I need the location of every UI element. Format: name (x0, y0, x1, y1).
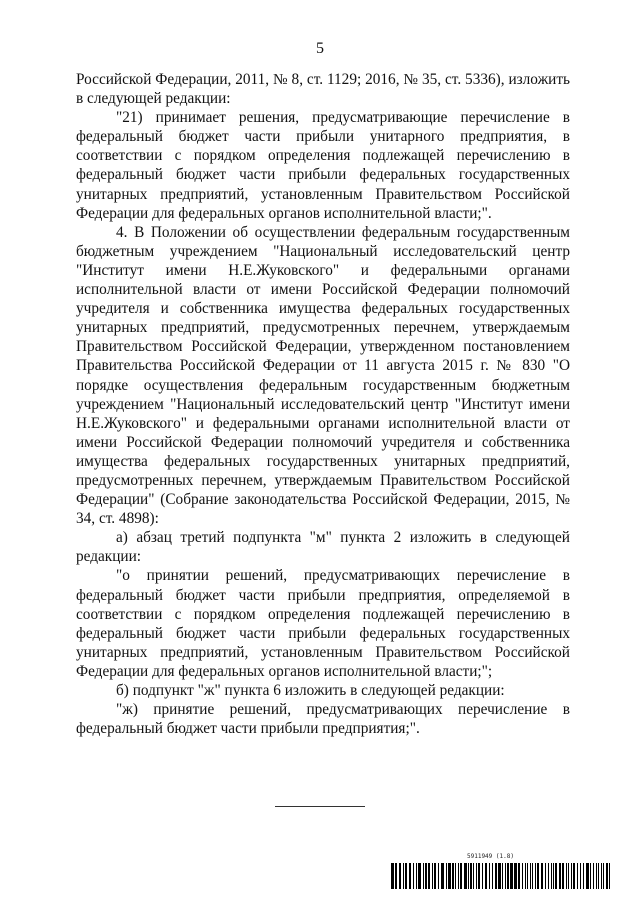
separator-line (275, 806, 365, 807)
barcode-block (391, 853, 611, 889)
paragraph-1: Российской Федерации, 2011, № 8, ст. 1129; 2016, № 35, ст. 5336), изложить в следующей редакции: (76, 71, 570, 108)
document-body (76, 70, 570, 738)
paragraph-2: "21) принимает решения, предусматривающие перечисление в федеральный бюджет части прибыли унитарного предприятия, в соответствии с порядком определения подлежащей перечислению в федеральный бюджет части прибыли федеральных государственных унитарных предприятий, установленным Правительством Российской Федерации для федеральных органов исполнительной власти;". (76, 109, 570, 222)
barcode-icon (391, 863, 611, 889)
paragraph-6: б) подпункт "ж" пункта 6 изложить в следующей редакции: (116, 682, 505, 699)
paragraph-5: "о принятии решений, предусматривающих перечисление в федеральный бюджет части прибыли предприятия, определяемой в соответствии с порядком определения подлежащей перечислению в федеральный бюджет части прибыли федеральных государственных унитарных предприятий, установленным Правительством Российской Федерации для федеральных органов исполнительной власти;"; (76, 567, 570, 680)
paragraph-4: а) абзац третий подпункта "м" пункта 2 изложить в следующей редакции: (76, 529, 570, 566)
paragraph-3: 4. В Положении об осуществлении федеральным государственным бюджетным учреждением "Национальный исследовательский центр "Институт имени Н.Е.Жуковского" и федеральными органами исполнительной власти от имени Российской Федерации полномочий учредителя и собственника имущества федеральных государственных унитарных предприятий, предусмотренных перечнем, утверждаемым Правительством Российской Федерации, утвержденном постановлением Правительства Российской Федерации от 11 августа 2015 г. № 830 "О порядке осуществления федеральным государственным бюджетным учреждением "Национальный исследовательский центр "Институт имени Н.Е.Жуковского" и федеральными органами исполнительной власти от имени Российской Федерации полномочий учредителя и собственника имущества федеральных государственных унитарных предприятий, предусмотренных перечнем, утверждаемым Правительством Российской Федерации" (Собрание законодательства Российской Федерации, 2015, № 34, ст. 4898): (76, 223, 570, 528)
page-number: 5 (316, 40, 324, 57)
barcode-caption: 5911949 (1.8) (467, 853, 514, 860)
paragraph-7: "ж) принятие решений, предусматривающих перечисление в федеральный бюджет части прибыли предприятия;". (76, 701, 570, 738)
